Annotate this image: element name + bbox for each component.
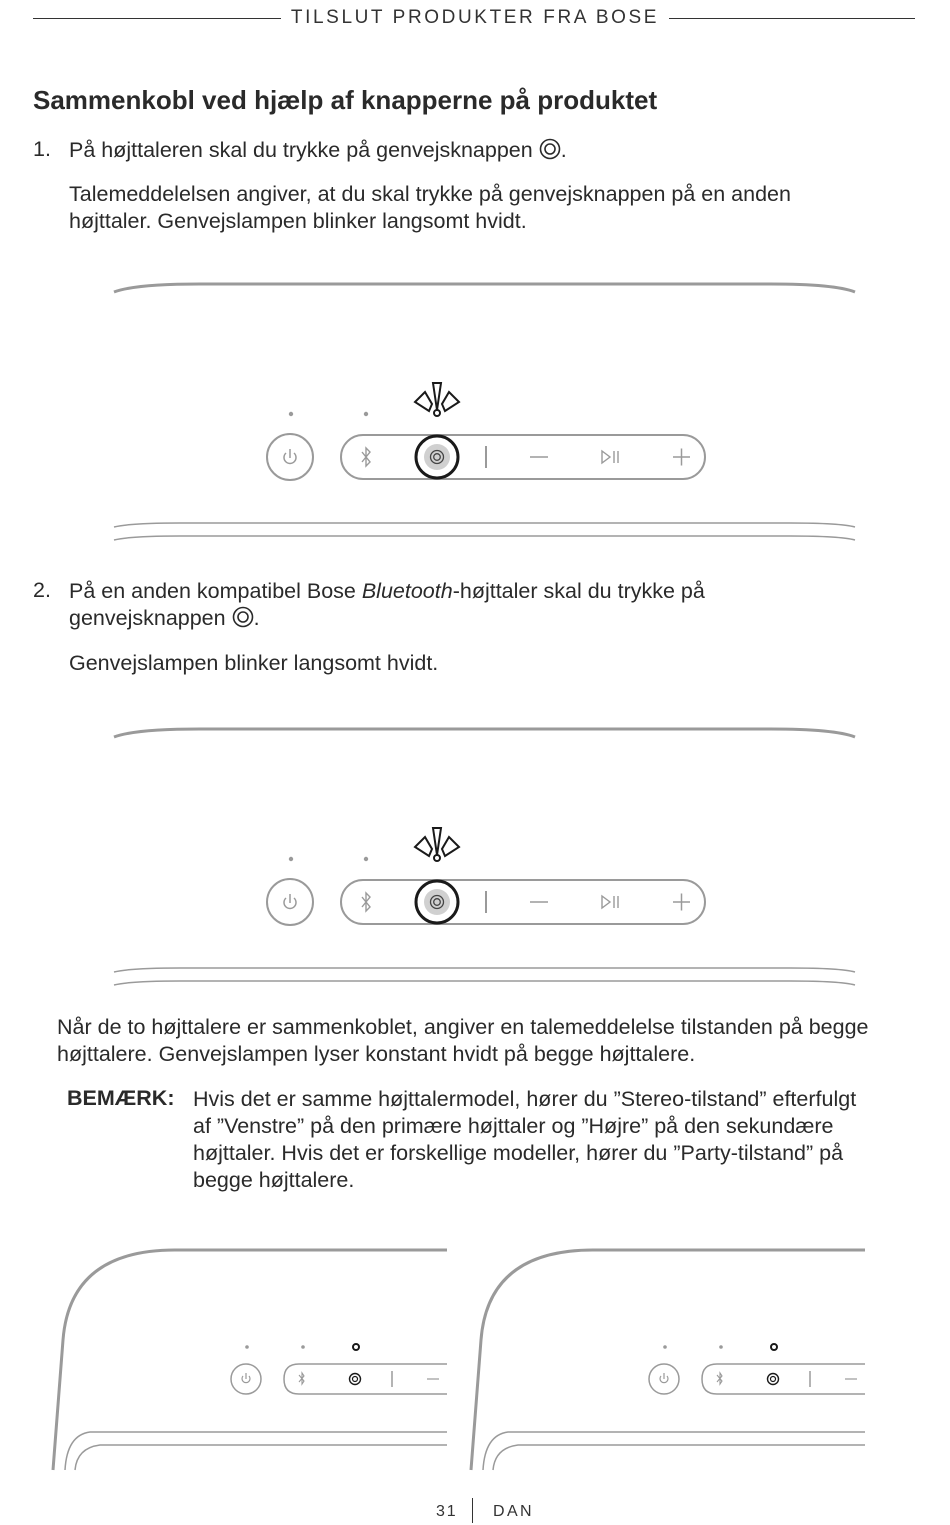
power-button[interactable] <box>649 1364 679 1394</box>
note-label: BEMÆRK: <box>67 1086 175 1110</box>
bluetooth-icon[interactable] <box>717 1373 722 1384</box>
play-pause-icon[interactable] <box>602 451 618 463</box>
power-button[interactable] <box>231 1364 261 1394</box>
play-pause-icon[interactable] <box>602 896 618 908</box>
shortcut-led <box>771 1344 777 1350</box>
power-led <box>289 857 293 861</box>
plus-icon[interactable] <box>673 894 690 911</box>
bluetooth-icon[interactable] <box>362 448 370 466</box>
button-bar <box>702 1364 865 1394</box>
power-icon <box>284 894 296 908</box>
power-led <box>663 1345 667 1349</box>
note-text: Hvis det er samme højttalermodel, hører du ”Stereo-tilstand” efterfulgt af ”Venstre” på den primære højttaler og ”Højre” på den sekundære højttaler. Hvis det er forskellige modeller, hører du ”Party-tilstand” på begge højttalere. <box>193 1087 857 1192</box>
step-1-instruction: På højttaleren skal du trykke på genvejsknappen . <box>69 138 567 162</box>
press-indicator-icon <box>415 828 459 861</box>
header-title: TILSLUT PRODUKTER FRA BOSE <box>0 7 950 29</box>
page-number: 31 <box>436 1503 458 1520</box>
shortcut-button-icon <box>539 138 561 160</box>
shortcut-button[interactable] <box>416 436 458 478</box>
power-led <box>289 412 293 416</box>
plus-icon[interactable] <box>673 449 690 466</box>
step-2-instruction: På en anden kompatibel Bose Bluetooth-højttaler skal du trykke på genvejsknappen . <box>69 579 705 630</box>
section-title: Sammenkobl ved hjælp af knapperne på produktet <box>33 85 658 115</box>
power-led <box>245 1345 249 1349</box>
bluetooth-led <box>719 1345 723 1349</box>
summary-paragraph: Når de to højttalere er sammenkoblet, angiver en talemeddelelse tilstanden på begge højttalere. Genvejslampen lyser konstant hvidt på begge højttalere. <box>57 1015 869 1066</box>
power-button[interactable] <box>267 434 313 480</box>
bluetooth-led <box>301 1345 305 1349</box>
step-2-result: Genvejslampen blinker langsomt hvidt. <box>69 651 439 675</box>
press-indicator-icon <box>415 383 459 416</box>
button-bar <box>341 435 705 479</box>
step-1-text: På højttaleren skal du trykke på genvejsknappen <box>69 138 539 162</box>
bluetooth-icon[interactable] <box>362 893 370 911</box>
shortcut-led <box>353 1344 359 1350</box>
speaker-corner-illustration-right <box>463 1240 873 1475</box>
shortcut-button-icon <box>232 606 254 628</box>
shortcut-button[interactable] <box>768 1374 779 1385</box>
shortcut-button[interactable] <box>350 1374 361 1385</box>
step-1-result: Talemeddelelsen angiver, at du skal trykke på genvejsknappen på en anden højttaler. Genvejslampen blinker langsomt hvidt. <box>69 182 791 233</box>
bluetooth-led <box>364 412 368 416</box>
shortcut-button[interactable] <box>416 881 458 923</box>
speaker-top-illustration-1 <box>0 270 950 560</box>
step-2-number: 2. <box>33 578 51 602</box>
step-1-number: 1. <box>33 137 51 161</box>
language-code: DAN <box>493 1503 534 1520</box>
bluetooth-led <box>364 857 368 861</box>
button-bar <box>341 880 705 924</box>
button-bar <box>284 1364 447 1394</box>
bluetooth-icon[interactable] <box>299 1373 304 1384</box>
power-button[interactable] <box>267 879 313 925</box>
speaker-corner-illustration-left <box>45 1240 455 1475</box>
footer-divider <box>472 1498 473 1523</box>
power-icon <box>284 449 296 463</box>
speaker-top-illustration-2 <box>0 715 950 1005</box>
